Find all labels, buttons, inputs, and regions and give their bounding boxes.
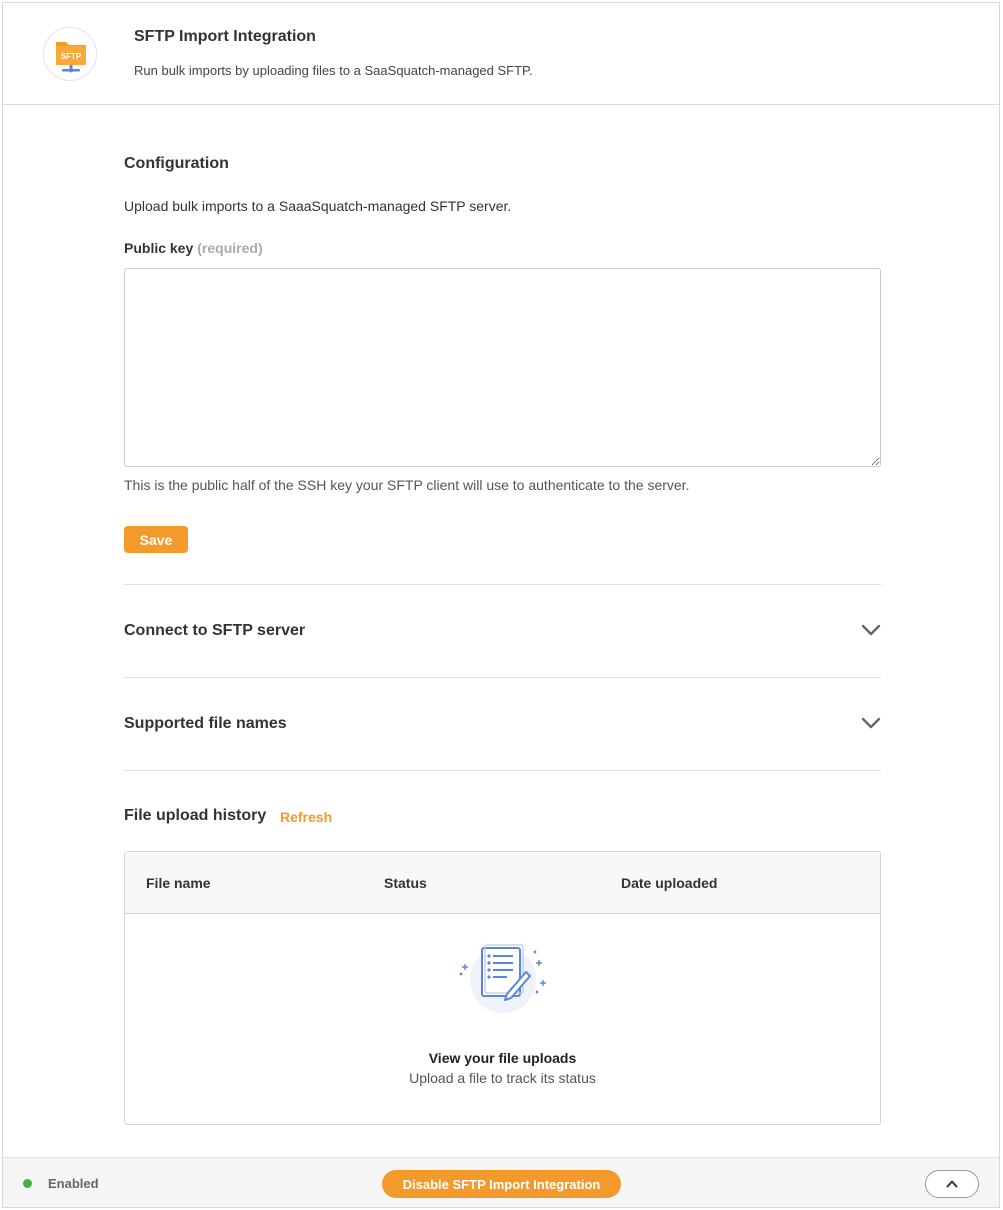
status-label: Enabled <box>48 1176 99 1191</box>
empty-state-subtitle: Upload a file to track its status <box>409 1070 596 1086</box>
public-key-label-text: Public key <box>124 240 194 256</box>
accordion-label: Supported file names <box>124 715 287 732</box>
column-header-date-uploaded[interactable]: Date uploaded <box>621 875 718 891</box>
status-indicator <box>23 1179 32 1188</box>
accordion-label: Connect to SFTP server <box>124 622 306 639</box>
accordion-connect-sftp[interactable] <box>124 585 881 677</box>
public-key-input[interactable] <box>124 268 881 467</box>
svg-text:SFTP: SFTP <box>60 52 82 61</box>
chevron-up-icon <box>946 1179 958 1189</box>
file-upload-history-heading: File upload history <box>124 807 267 824</box>
file-upload-table <box>124 851 881 1125</box>
column-header-file-name[interactable]: File name <box>146 875 211 891</box>
accordion-supported-file-names[interactable] <box>124 678 881 770</box>
sftp-logo <box>43 27 97 81</box>
empty-state-title: View your file uploads <box>428 1050 577 1066</box>
integration-panel <box>2 2 1000 1208</box>
required-indicator: (required) <box>197 240 263 256</box>
table-header <box>125 852 880 914</box>
sftp-folder-icon <box>54 37 88 73</box>
save-button[interactable]: Save <box>124 526 188 553</box>
public-key-help-text: This is the public half of the SSH key your SFTP client will use to authenticate to the server. <box>124 477 690 493</box>
document-edit-icon <box>455 942 551 1016</box>
chevron-down-icon <box>861 716 881 730</box>
integration-title: SFTP Import Integration <box>134 28 316 45</box>
configuration-heading: Configuration <box>124 155 229 172</box>
collapse-button[interactable] <box>925 1170 979 1198</box>
public-key-label <box>124 240 263 256</box>
refresh-link[interactable]: Refresh <box>280 809 333 825</box>
divider <box>124 770 881 771</box>
disable-integration-button[interactable]: Disable SFTP Import Integration <box>382 1170 621 1198</box>
integration-description: Run bulk imports by uploading files to a SaaSquatch-managed SFTP. <box>134 63 533 78</box>
chevron-down-icon <box>861 623 881 637</box>
configuration-description: Upload bulk imports to a SaaaSquatch-managed SFTP server. <box>124 198 512 214</box>
integration-footer <box>3 1157 999 1207</box>
integration-header <box>3 3 999 105</box>
column-header-status[interactable]: Status <box>384 875 427 891</box>
